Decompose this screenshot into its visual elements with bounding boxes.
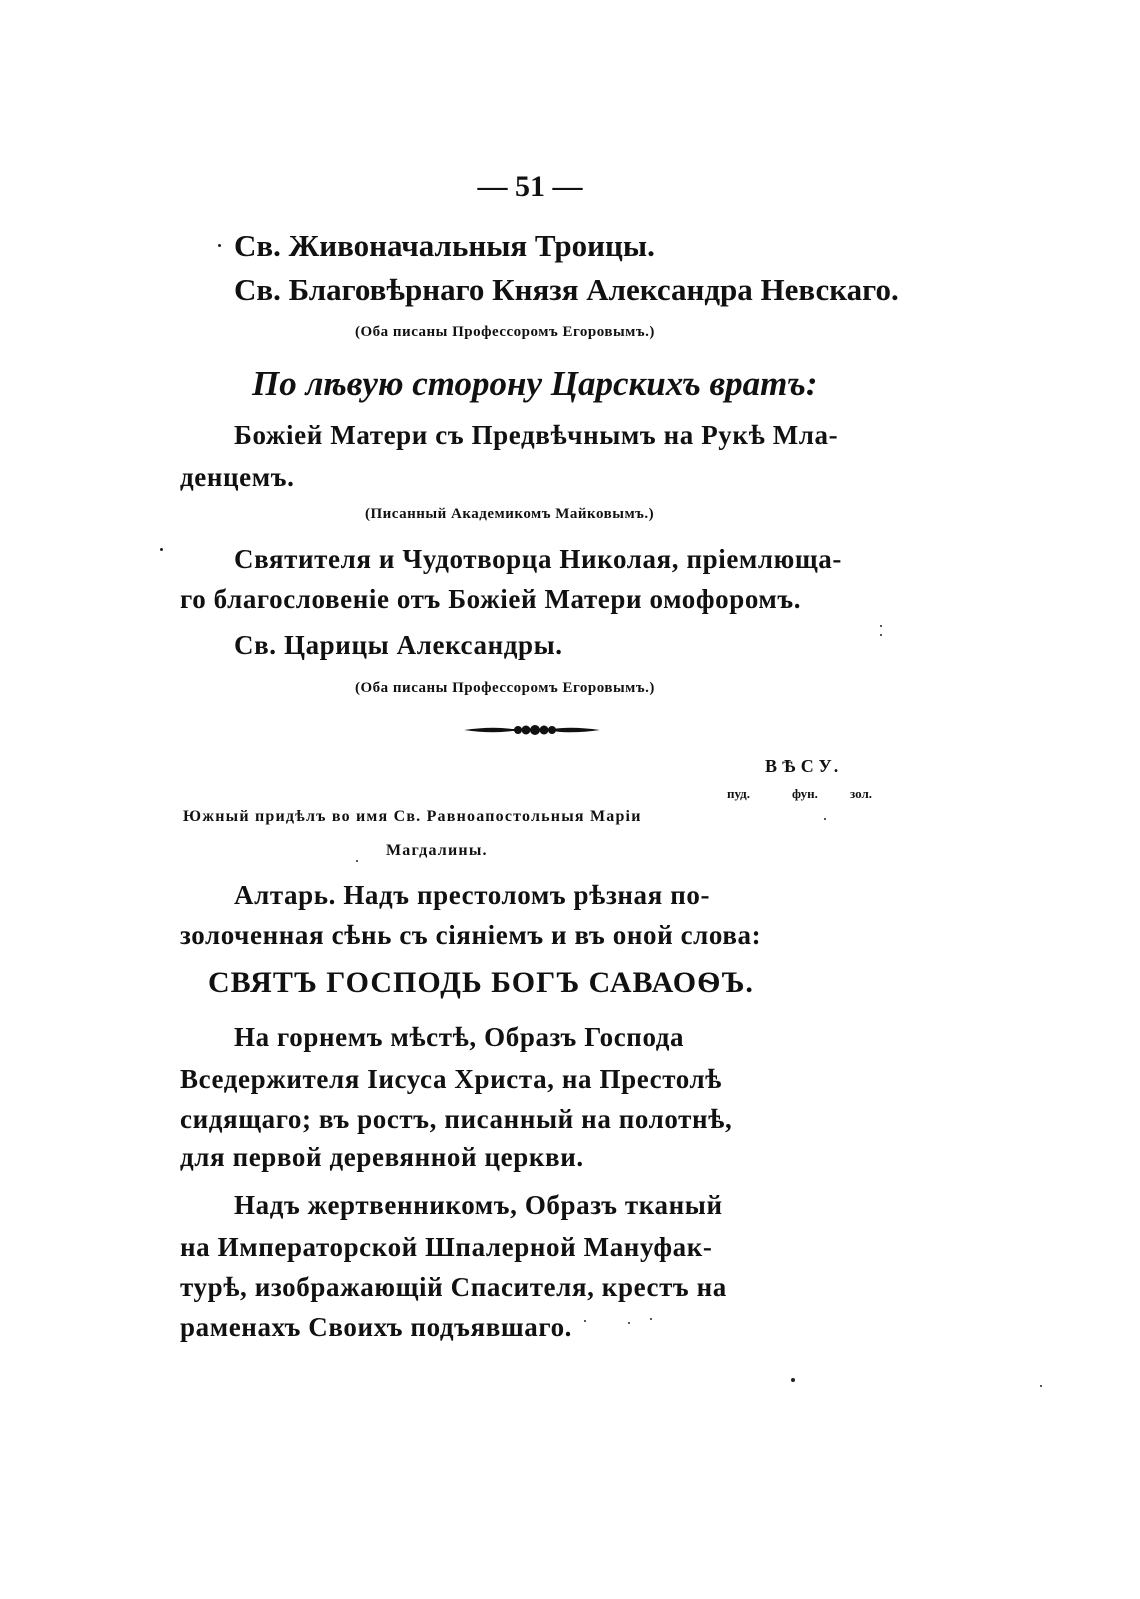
section-heading-line-1: Южный придѣлъ во имя Св. Равноапостольныя Маріи <box>183 808 642 825</box>
paragraph-2-line-1: Надъ жертвенникомъ, Образъ тканый <box>234 1190 723 1220</box>
paragraph-2-line-4: раменахъ Своихъ подъявшаго. <box>180 1312 573 1342</box>
print-speck <box>791 1378 795 1382</box>
print-speck <box>1040 1385 1042 1387</box>
page-number: — 51 — <box>477 170 583 203</box>
paragraph-2-line-3: турѣ, изображающій Спасителя, крестъ на <box>180 1272 727 1302</box>
paragraph-1-line-4: для первой деревянной церкви. <box>180 1142 584 1172</box>
print-speck <box>880 634 882 636</box>
ornamental-divider-icon <box>462 718 602 742</box>
print-speck <box>584 1320 586 1322</box>
attribution-note: (Оба писаны Профессоромъ Егоровымъ.) <box>355 680 655 696</box>
attribution-note: (Писанный Академикомъ Майковымъ.) <box>365 506 655 522</box>
canopy-inscription: СВЯТЪ ГОСПОДЬ БОГЪ САВАОѲЪ. <box>208 966 754 999</box>
weight-unit-zol: зол. <box>850 786 873 801</box>
icon-title-nicholas-line-2: го благословеніе отъ Божіей Матери омофоромъ. <box>180 584 802 614</box>
weight-column-title: ВѢСУ. <box>765 756 844 776</box>
paragraph-2-line-2: на Императорской Шпалерной Мануфак- <box>180 1232 713 1262</box>
weight-unit-pud: пуд. <box>727 786 750 801</box>
paragraph-1-line-1: На горнемъ мѣстѣ, Образъ Господа <box>234 1022 685 1052</box>
print-speck <box>160 548 163 551</box>
icon-title-alexandra: Св. Царицы Александры. <box>234 630 563 660</box>
icon-title-nicholas-line-1: Святителя и Чудотворца Николая, пріемлюща- <box>234 544 842 574</box>
print-speck <box>824 818 826 820</box>
print-speck <box>628 1322 630 1324</box>
print-speck <box>650 1318 652 1320</box>
altar-line-1: Алтарь. Надъ престоломъ рѣзная по- <box>234 880 711 910</box>
print-speck <box>356 860 358 862</box>
paragraph-1-line-3: сидящаго; въ ростъ, писанный на полотнѣ, <box>180 1104 733 1134</box>
section-heading-line-2: Магдалины. <box>386 842 488 859</box>
print-speck <box>218 244 221 247</box>
icon-title-mother-of-god-line-2: денцемъ. <box>180 462 295 492</box>
icon-title-trinity: Св. Живоначальныя Троицы. <box>234 228 655 263</box>
attribution-note: (Оба писаны Профессоромъ Егоровымъ.) <box>355 324 655 340</box>
icon-title-alexander-nevsky: Св. Благовѣрнаго Князя Александра Невскаго. <box>234 272 899 307</box>
print-speck <box>880 625 882 627</box>
weight-unit-fun: фун. <box>792 786 818 801</box>
left-side-heading: По лѣвую сторону Царскихъ вратъ: <box>252 364 818 403</box>
icon-title-mother-of-god-line-1: Божіей Матери съ Предвѣчнымъ на Рукѣ Мла- <box>234 420 839 450</box>
altar-line-2: золоченная сѣнь съ сіяніемъ и въ оной слова: <box>180 920 762 950</box>
paragraph-1-line-2: Вседержителя Іисуса Христа, на Престолѣ <box>180 1064 722 1094</box>
